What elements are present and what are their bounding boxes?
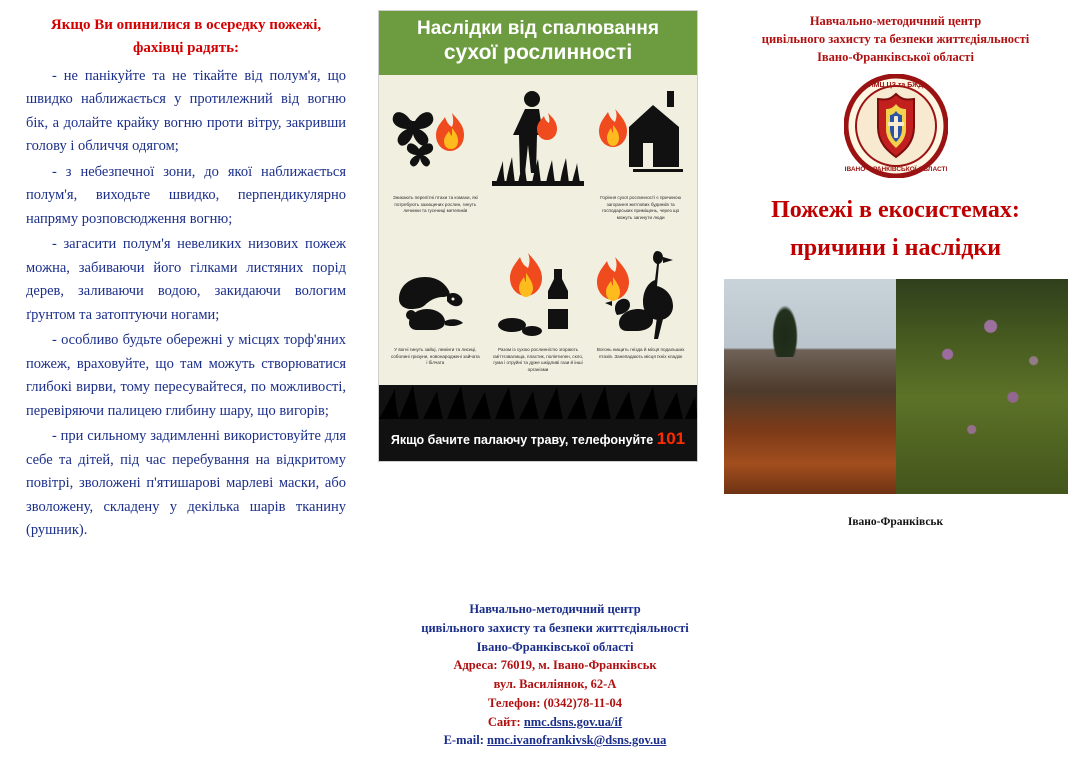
poster-cell	[488, 233, 589, 383]
poster-body	[379, 75, 697, 385]
house-on-fire-icon	[592, 83, 689, 195]
poster-cell-caption: У вогні гинуть зайці, лемінги та лисиці, соболині гризуни, новонароджені зайчата і білчата	[390, 347, 480, 366]
smoke-bottle-icon	[490, 235, 587, 347]
poster-cell-caption: Горіння сухої рослинності є причиною загорання житлових будинків та господарських приміщень, через що можуть загинути люди	[600, 195, 682, 220]
hedgehog-and-mouse-icon	[387, 235, 484, 347]
title-line-2: причини і наслідки	[789, 234, 1002, 261]
dsns-emblem-icon	[844, 74, 948, 178]
city-label: Івано-Франківськ	[847, 515, 944, 528]
contact-site-label: Сайт:	[487, 714, 521, 729]
left-paragraph: - не панікуйте та не тікайте від полум'я, що швидко наближається у протилежний від вогню бік, а долайте крайку вогню проти вітру, закривши голову і обличчя одягом;	[26, 68, 346, 155]
poster-cell-caption: Разом із сухою рослинністю згорають сміттєзвалища, пластик, поліетилен, скло, гума і отруйні та дуже шкідливі гази й інші організми	[492, 347, 584, 372]
left-paragraph: - особливо будьте обережні у місцях торф'яних пожеж, враховуйте, що там можуть створюватися глибокі вирви, тому пересувайтеся, по можливості, перевіряючи палицею глибину шару, що вигорів;	[26, 332, 346, 419]
right-column	[708, 0, 1087, 768]
contact-email-row	[390, 731, 720, 750]
emergency-number: 101	[656, 429, 686, 449]
left-column	[0, 0, 368, 768]
left-paragraph: - загасити полум'я невеликих низових пожеж можна, забиваючи його гілками листяних порід дерев, заливаючи водою, закидаючи вологим ґрунтом та затоптуючи ногами;	[26, 236, 346, 323]
photo-pair	[724, 279, 1068, 494]
org-line: Івано-Франківської області	[817, 50, 974, 65]
infographic-poster	[378, 10, 698, 462]
contact-org-line: Івано-Франківської області	[476, 639, 634, 654]
butterfly-and-fire-icon	[387, 83, 484, 195]
contact-site-link[interactable]: nmc.dsns.gov.ua/if	[523, 714, 623, 729]
poster-heading-line2: сухої рослинності	[443, 40, 633, 64]
poster-cell-caption: Зникають перелітні птахи та комахи, які потребують захищених рослин, гинуть личинки та гусениці метеликів	[392, 195, 478, 214]
left-panel-body	[26, 65, 346, 543]
contact-org-line: цивільного захисту та безпеки життєдіяльності	[421, 620, 689, 635]
contact-email-label: E-mail:	[443, 733, 484, 748]
poster-cell	[385, 81, 486, 231]
poster-cell	[488, 81, 589, 231]
page-title	[722, 192, 1069, 266]
contact-block	[390, 600, 720, 750]
org-line: Навчально-методичний центр	[809, 14, 982, 28]
contact-site-row	[390, 713, 720, 732]
org-line: цивільного захисту та безпеки життєдіяльності	[761, 32, 1030, 47]
contact-address: Адреса: 76019, м. Івано-Франківськ	[453, 658, 657, 673]
poster-icon-grid	[385, 81, 691, 383]
title-line-1: Пожежі в екосистемах:	[771, 197, 1020, 224]
person-on-fire-icon	[490, 83, 587, 195]
contact-org-line: Навчально-методичний центр	[469, 602, 641, 616]
poster-cell	[590, 81, 691, 231]
left-paragraph: - при сильному задимленні використовуйте для себе та дітей, під час перебування на відкритому повітрі, зволожені п'ятишарові марлеві маски, або зволожену, складену у декілька шарів тканину (рушник).	[26, 428, 346, 539]
poster-heading-line1: Наслідки від спалювання	[417, 18, 659, 39]
burnt-field-photo	[724, 279, 896, 494]
meadow-flowers-photo	[896, 279, 1068, 494]
organization-header	[722, 12, 1069, 66]
poster-header	[379, 11, 697, 75]
svg-text:НМЦ ЦЗ та БЖД: НМЦ ЦЗ та БЖД	[868, 82, 923, 90]
heron-and-swan-icon	[592, 235, 689, 347]
poster-cell-caption: Вогонь нищить гнізда й місця подальших птахів. Занепадають місця їхніх кладок	[596, 347, 685, 359]
poster-cell	[590, 233, 691, 383]
poster-footer	[379, 419, 697, 461]
poster-footer-text: Якщо бачите палаючу траву, телефонуйте	[390, 433, 654, 448]
contact-street: вул. Василіянок, 62-А	[493, 677, 617, 691]
contact-email-link[interactable]: nmc.ivanofrankivsk@dsns.gov.ua	[487, 733, 667, 748]
poster-cell	[385, 233, 486, 383]
contact-phone: Телефон: (0342)78-11-04	[488, 695, 622, 710]
svg-text:ІВАНО-ФРАНКІВСЬКОЇ ОБЛАСТІ: ІВАНО-ФРАНКІВСЬКОЇ ОБЛАСТІ	[844, 166, 947, 174]
left-panel-title: Якщо Ви опинилися в осередку пожежі, фахівці радять:	[50, 17, 322, 56]
poster-grass-divider	[379, 385, 697, 419]
left-paragraph: - з небезпечної зони, до якої наближається полум'я, виходьте швидко, перпендикулярно напряму розповсюдження вогню;	[26, 163, 346, 227]
